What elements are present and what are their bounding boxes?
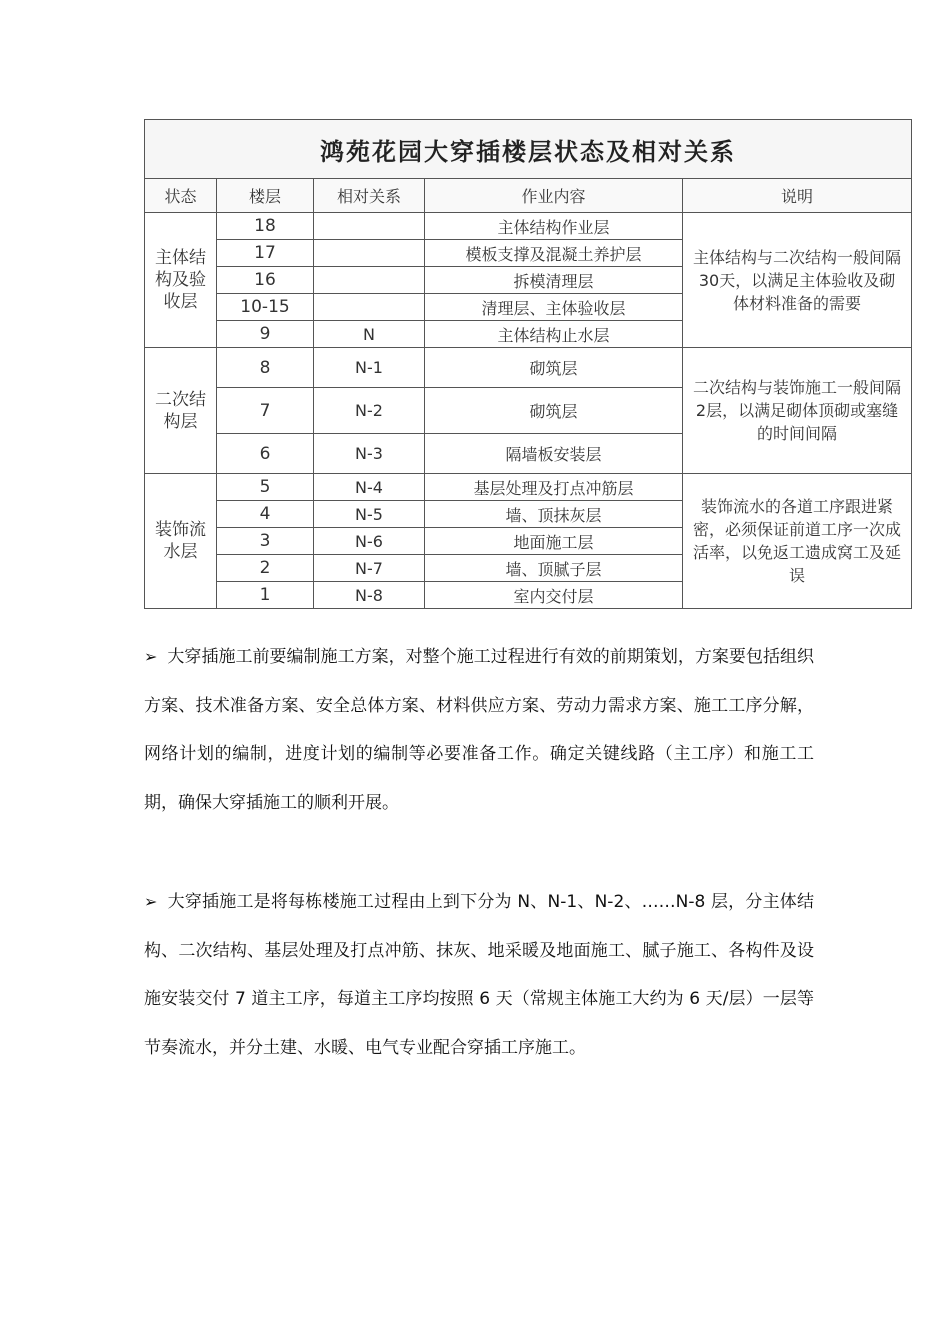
arrowhead-bullet-icon: ➢ [144, 647, 158, 666]
work-cell: 基层处理及打点冲筋层 [425, 474, 683, 501]
relation-cell [314, 240, 425, 267]
status-cell: 主体结构及验收层 [145, 213, 217, 348]
header-relation: 相对关系 [314, 179, 425, 213]
relation-cell [314, 294, 425, 321]
work-cell: 砌筑层 [425, 348, 683, 388]
floor-cell: 6 [217, 434, 314, 474]
paragraph-text: 大穿插施工是将每栋楼施工过程由上到下分为 N、N-1、N-2、……N-8 层，分主体结构、二次结构、基层处理及打点冲筋、抹灰、地采暖及地面施工、腻子施工、各构件及设施安装交付 7 道主工序，每道主工序均按照 6 天（常规主体施工大约为 6 天/层）一层等节奏流水，并分土建、水暖、电气专业配合穿插工序施工。 [144, 892, 814, 1058]
floor-cell: 17 [217, 240, 314, 267]
header-status: 状态 [145, 179, 217, 213]
floor-cell: 7 [217, 388, 314, 434]
floor-status-table-figure [144, 119, 911, 609]
work-cell: 室内交付层 [425, 582, 683, 609]
relation-cell [314, 267, 425, 294]
floor-cell: 16 [217, 267, 314, 294]
paragraph-process [144, 878, 814, 1072]
table-title: 鸿苑花园大穿插楼层状态及相对关系 [145, 120, 912, 179]
header-work: 作业内容 [425, 179, 683, 213]
note-cell: 主体结构与二次结构一般间隔30天，以满足主体验收及砌体材料准备的需要 [683, 213, 912, 348]
floor-cell: 8 [217, 348, 314, 388]
work-cell: 清理层、主体验收层 [425, 294, 683, 321]
relation-cell: N-4 [314, 474, 425, 501]
floor-cell: 18 [217, 213, 314, 240]
paragraph-text: 大穿插施工前要编制施工方案，对整个施工过程进行有效的前期策划，方案要包括组织方案、技术准备方案、安全总体方案、材料供应方案、劳动力需求方案、施工工序分解，网络计划的编制，进度计划的编制等必要准备工作。确定关键线路（主工序）和施工工期，确保大穿插施工的顺利开展。 [144, 647, 814, 813]
relation-cell: N-5 [314, 501, 425, 528]
relation-cell: N-1 [314, 348, 425, 388]
floor-cell: 2 [217, 555, 314, 582]
status-cell: 二次结构层 [145, 348, 217, 474]
floor-cell: 1 [217, 582, 314, 609]
status-cell: 装饰流水层 [145, 474, 217, 609]
floor-status-table [144, 119, 912, 609]
work-cell: 墙、顶腻子层 [425, 555, 683, 582]
work-cell: 墙、顶抹灰层 [425, 501, 683, 528]
work-cell: 砌筑层 [425, 388, 683, 434]
paragraph-plan [144, 633, 814, 827]
arrowhead-bullet-icon: ➢ [144, 892, 158, 911]
relation-cell: N-3 [314, 434, 425, 474]
relation-cell: N-7 [314, 555, 425, 582]
relation-cell: N-2 [314, 388, 425, 434]
floor-cell: 10-15 [217, 294, 314, 321]
table-row [145, 348, 912, 388]
relation-cell: N-8 [314, 582, 425, 609]
relation-cell: N-6 [314, 528, 425, 555]
table-row [145, 213, 912, 240]
note-cell: 二次结构与装饰施工一般间隔2层，以满足砌体顶砌或塞缝的时间间隔 [683, 348, 912, 474]
work-cell: 拆模清理层 [425, 267, 683, 294]
work-cell: 主体结构作业层 [425, 213, 683, 240]
relation-cell: N [314, 321, 425, 348]
relation-cell [314, 213, 425, 240]
floor-cell: 3 [217, 528, 314, 555]
floor-cell: 9 [217, 321, 314, 348]
floor-cell: 4 [217, 501, 314, 528]
header-floor: 楼层 [217, 179, 314, 213]
note-cell: 装饰流水的各道工序跟进紧密，必须保证前道工序一次成活率，以免返工遗成窝工及延误 [683, 474, 912, 609]
header-note: 说明 [683, 179, 912, 213]
floor-cell: 5 [217, 474, 314, 501]
work-cell: 隔墙板安装层 [425, 434, 683, 474]
work-cell: 主体结构止水层 [425, 321, 683, 348]
work-cell: 地面施工层 [425, 528, 683, 555]
table-row [145, 474, 912, 501]
work-cell: 模板支撑及混凝土养护层 [425, 240, 683, 267]
